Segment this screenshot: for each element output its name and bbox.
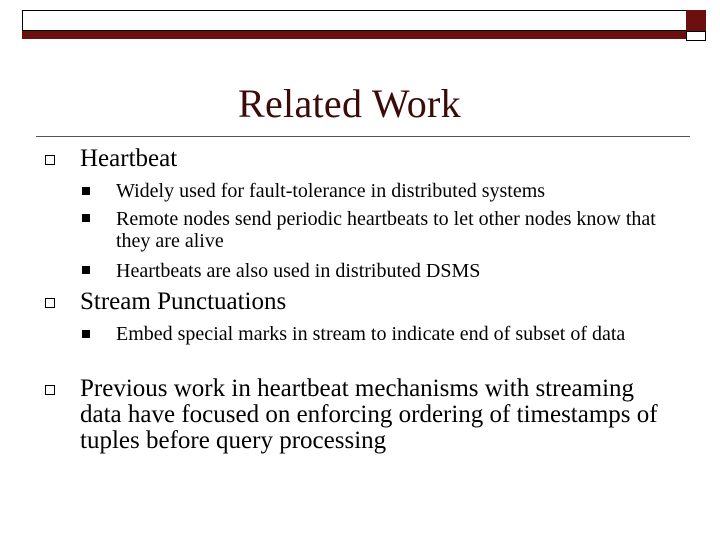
slide-title: Related Work: [238, 81, 461, 126]
header-decoration-square: [686, 10, 706, 31]
filled-square-bullet-icon: [82, 187, 90, 195]
hollow-square-bullet-icon: [45, 155, 55, 165]
sub-bullet: Remote nodes send periodic heartbeats to let other nodes know that they are alive: [116, 208, 656, 252]
bullet-heartbeat: Heartbeat: [80, 145, 178, 172]
title-divider: [36, 136, 690, 137]
bullet-stream-punctuations: Stream Punctuations: [80, 288, 287, 315]
header-decoration-square-outline: [686, 31, 706, 41]
hollow-square-bullet-icon: [45, 385, 55, 395]
filled-square-bullet-icon: [82, 214, 90, 222]
filled-square-bullet-icon: [82, 266, 90, 274]
header-decoration-box: [22, 10, 687, 31]
bullet-previous-work: Previous work in heartbeat mechanisms with streaming data have focused on enforcing ordering of timestamps of tuples before query processing: [80, 375, 658, 454]
sub-bullet: Heartbeats are also used in distributed DSMS: [116, 260, 481, 282]
sub-bullet: Widely used for fault-tolerance in distributed systems: [116, 180, 546, 202]
filled-square-bullet-icon: [82, 330, 90, 338]
sub-bullet: Embed special marks in stream to indicate end of subset of data: [116, 323, 626, 345]
hollow-square-bullet-icon: [45, 298, 55, 308]
header-decoration-bar: [22, 31, 688, 39]
